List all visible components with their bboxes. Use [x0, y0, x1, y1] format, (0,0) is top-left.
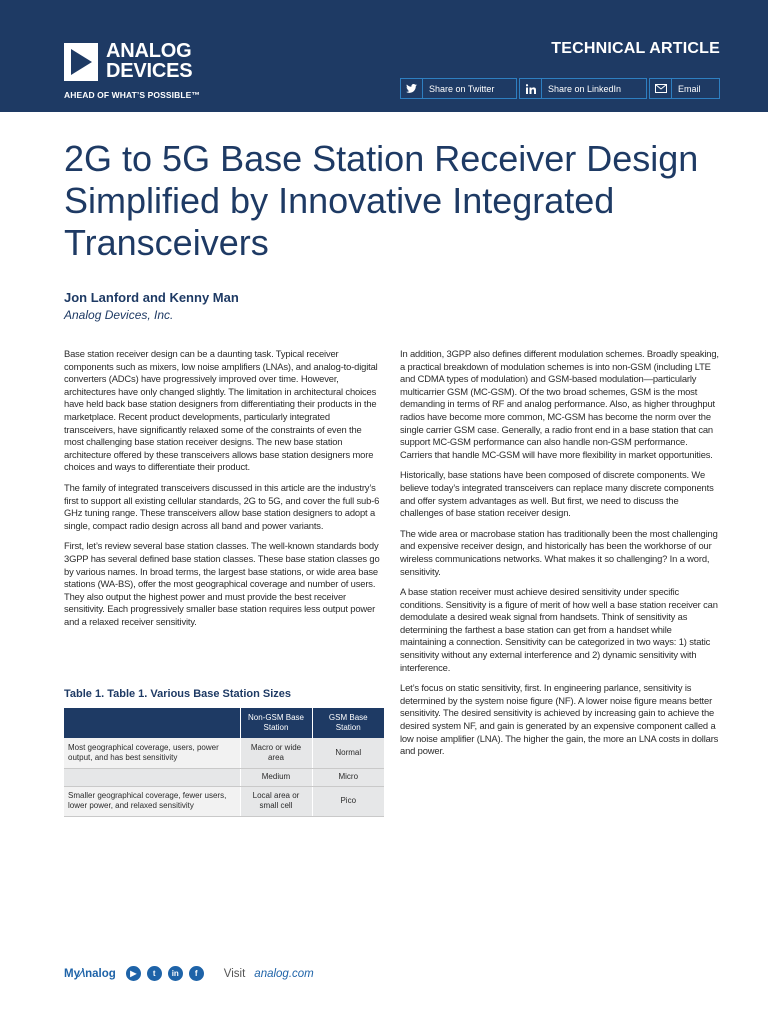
share-bar	[400, 78, 720, 99]
table-row	[64, 786, 384, 816]
visit-label: Visit	[223, 967, 246, 980]
share-twitter-label: Share on Twitter	[429, 83, 495, 94]
body-paragraph: Base station receiver design can be a daunting task. Typical receiver components such as mixers, low noise amplifiers (LNAs), and analog-to-digital converters (ADCs) have progressively improved over time. However, architectures have only changed slightly. The limitation in architectural choices have held back base station designers from differentiating their products in the marketplace. Recent product developments, particularly integrated transceivers, have significantly relaxed some of the constraints of even the most challenging base station receiver designs. The new base station architecture offered by these transceivers allows base station designers more choices and ways to differentiate their product.	[64, 348, 378, 473]
twitter-icon	[401, 79, 423, 98]
linkedin-icon	[520, 79, 542, 98]
share-linkedin-button[interactable]	[519, 78, 647, 99]
logo-wordmark	[106, 41, 192, 81]
table-cell	[64, 768, 240, 786]
article-title: 2G to 5G Base Station Receiver Design Simplified by Innovative Integrated Transceivers	[64, 138, 699, 263]
myanalog-logo[interactable]: My∕\nalog	[64, 967, 116, 980]
table-cell: Most geographical coverage, users, power output, and has best sensitivity	[64, 738, 240, 768]
header-banner	[0, 0, 768, 112]
base-station-table	[64, 708, 384, 817]
logo-line-2: DEVICES	[106, 60, 193, 82]
share-email-button[interactable]	[649, 78, 720, 99]
table-header-cell: GSM Base Station	[312, 708, 384, 738]
table-cell: Local area or small cell	[240, 786, 312, 816]
table-header-cell	[64, 708, 240, 738]
twitter-icon[interactable]: t	[147, 966, 162, 981]
body-paragraph: Let’s focus on static sensitivity, first. In engineering parlance, sensitivity is determined by the system noise figure (NF). A lower noise figure means better sensitivity. The desired sensitivity is achieved by increasing gain to achieve the desired system NF, and gain is generated by an expensive component called a low noise amplifier (LNA). The higher the gain, the more an LNA costs in dollars and power.	[400, 682, 719, 757]
table-title: Table 1. Table 1. Various Base Station Sizes	[64, 688, 292, 700]
right-column	[400, 348, 720, 766]
share-twitter-button[interactable]	[400, 78, 517, 99]
author-affiliation: Analog Devices, Inc.	[64, 308, 174, 322]
share-email-label: Email	[678, 83, 701, 94]
table-row	[64, 738, 384, 768]
facebook-icon[interactable]: f	[189, 966, 204, 981]
table-cell: Smaller geographical coverage, fewer users, lower power, and relaxed sensitivity	[64, 786, 240, 816]
left-column	[64, 348, 382, 636]
body-paragraph: The wide area or macrobase station has traditionally been the most challenging and expensive receiver design, and historically has been the workhorse of our wireless communications networks. What makes it so challenging? In a word, sensitivity.	[400, 527, 718, 577]
tagline: AHEAD OF WHAT’S POSSIBLE™	[64, 90, 200, 100]
body-paragraph: A base station receiver must achieve desired sensitivity under specific conditions. Sensitivity is a figure of merit of how well a base station receiver can demodulate a desired weak signal from handsets. Think of sensitivity as determining the farthest a base station can get from a handset while maintaining a connection. Sensitivity can be categorized in two ways: 1) static sensitivity without any external interference and 2) dynamic sensitivity with interference.	[400, 586, 718, 673]
body-paragraph: The family of integrated transceivers discussed in this article are the industry’s first to support all existing cellular standards, 2G to 5G, and cover the full sub-6 GHz tuning range. These transceivers allow base station designers to adopt a single, compact radio design across all band and power variants.	[64, 481, 380, 531]
table-header-row	[64, 708, 384, 738]
linkedin-icon[interactable]: in	[168, 966, 183, 981]
body-paragraph: First, let’s review several base station classes. The well-known standards body 3GPP has several defined base station classes. These base station classes go by various names. In broad terms, the largest base stations, or wide area base stations (WA-BS), offer the most geographical coverage and number of users. They also output the highest power and must provide the best receiver sensitivity. Each progressively smaller base station requires less output power and a relaxed receiver sensitivity.	[64, 540, 380, 627]
article-type-label: TECHNICAL ARTICLE	[551, 40, 720, 57]
logo-line-1: ANALOG	[106, 40, 192, 62]
table-header-cell: Non-GSM Base Station	[240, 708, 312, 738]
table-cell: Micro	[312, 768, 384, 786]
footer	[64, 966, 314, 981]
analog-devices-logo-icon	[64, 43, 98, 81]
envelope-icon	[650, 79, 672, 98]
article-authors: Jon Lanford and Kenny Man	[64, 290, 239, 305]
body-paragraph: Historically, base stations have been composed of discrete components. We believe today’s integrated transceivers can replace many discrete components and offer system advantages as well. But first, we need to discuss the challenges of base station receiver design.	[400, 469, 714, 519]
body-paragraph: In addition, 3GPP also defines different modulation schemes. Broadly speaking, a practical breakdown of modulation schemes is into non-GSM (including LTE and CDMA types of modulation) and GSM-based modulation—particularly multicarrier GSM (MC-GSM). Of the two broad schemes, GSM is the most demanding in terms of RF and analog performance. Also, as higher throughput radios have become more common, MC-GSM has become the norm over the single carrier GSM case. Generally, a radio front end in a base station that can support MC-GSM performance can also handle non-GSM performance. Carriers that handle MC-GSM will have more flexibility in market opportunities.	[400, 348, 719, 460]
table-cell: Macro or wide area	[240, 738, 312, 768]
share-linkedin-label: Share on LinkedIn	[548, 83, 622, 94]
table-cell: Normal	[312, 738, 384, 768]
table-cell: Medium	[240, 768, 312, 786]
table-cell: Pico	[312, 786, 384, 816]
youtube-icon[interactable]: ▶	[126, 966, 141, 981]
table-row	[64, 768, 384, 786]
analog-website-link[interactable]: analog.com	[254, 967, 314, 980]
